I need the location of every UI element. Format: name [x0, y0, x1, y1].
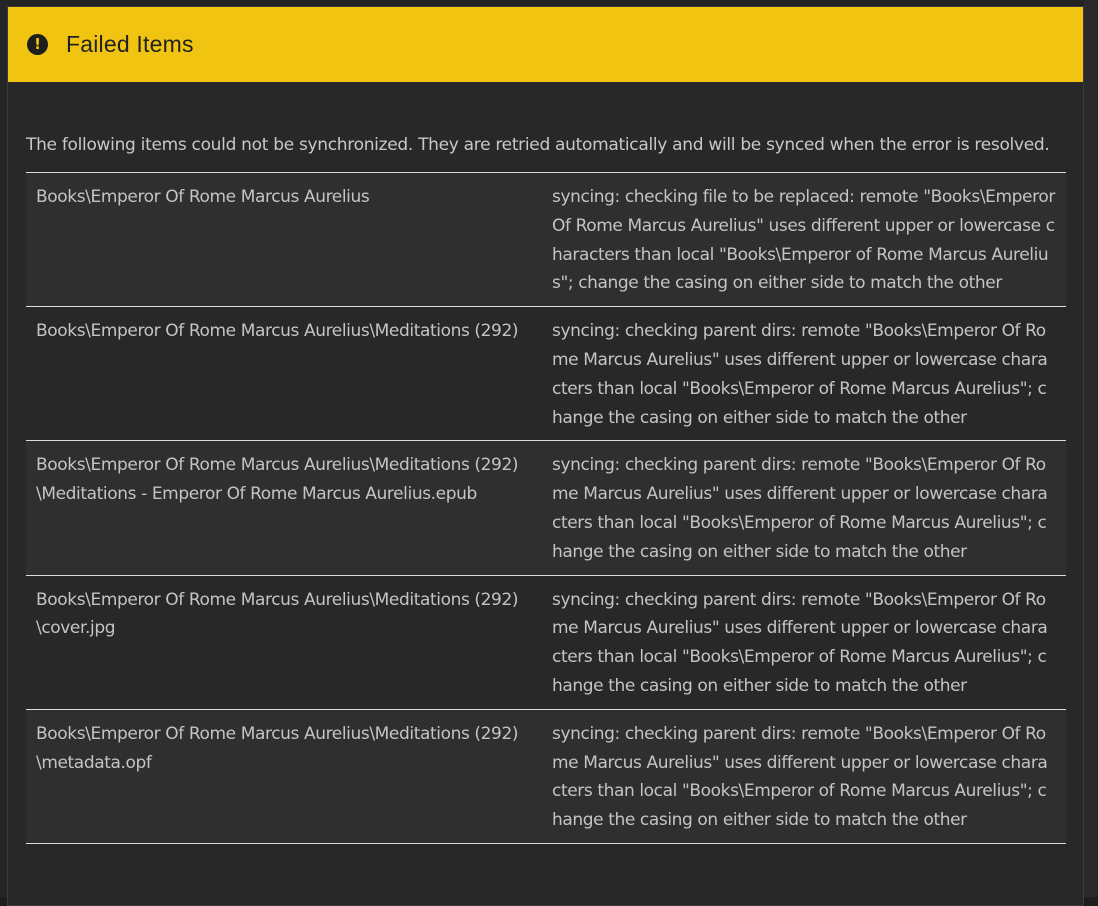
- item-error: syncing: checking file to be replaced: remote "Books\Emperor Of Rome Marcus Aurelius" uses different upper or lowercase characters than local "Books\Emperor of Rome Marcus Aurelius"; change the casing on either side to match the other: [542, 173, 1066, 307]
- table-row: [26, 575, 1066, 709]
- exclamation-circle-icon: !: [27, 34, 48, 55]
- item-path: Books\Emperor Of Rome Marcus Aurelius\Meditations (292)\Meditations - Emperor Of Rome Marcus Aurelius.epub: [26, 441, 542, 575]
- dialog-header: [8, 7, 1083, 82]
- table-row: [26, 173, 1066, 307]
- dialog-body: [8, 82, 1083, 844]
- table-row: [26, 307, 1066, 441]
- dialog-title: Failed Items: [66, 31, 194, 57]
- item-path: Books\Emperor Of Rome Marcus Aurelius: [26, 173, 542, 307]
- item-path: Books\Emperor Of Rome Marcus Aurelius\Meditations (292)\cover.jpg: [26, 575, 542, 709]
- item-path: Books\Emperor Of Rome Marcus Aurelius\Meditations (292): [26, 307, 542, 441]
- item-path: Books\Emperor Of Rome Marcus Aurelius\Meditations (292)\metadata.opf: [26, 709, 542, 843]
- item-error: syncing: checking parent dirs: remote "Books\Emperor Of Rome Marcus Aurelius" uses different upper or lowercase characters than local "Books\Emperor of Rome Marcus Aurelius"; change the casing on either side to match the other: [542, 307, 1066, 441]
- table-row: [26, 709, 1066, 843]
- failed-items-dialog: [7, 6, 1084, 906]
- failed-items-table: [26, 172, 1066, 844]
- item-error: syncing: checking parent dirs: remote "Books\Emperor Of Rome Marcus Aurelius" uses different upper or lowercase characters than local "Books\Emperor of Rome Marcus Aurelius"; change the casing on either side to match the other: [542, 575, 1066, 709]
- table-row: [26, 441, 1066, 575]
- dialog-intro-text: The following items could not be synchronized. They are retried automatically and will be synced when the error is resolved.: [26, 135, 1050, 155]
- item-error: syncing: checking parent dirs: remote "Books\Emperor Of Rome Marcus Aurelius" uses different upper or lowercase characters than local "Books\Emperor of Rome Marcus Aurelius"; change the casing on either side to match the other: [542, 709, 1066, 843]
- background-panel-right: [1084, 0, 1098, 897]
- item-error: syncing: checking parent dirs: remote "Books\Emperor Of Rome Marcus Aurelius" uses different upper or lowercase characters than local "Books\Emperor of Rome Marcus Aurelius"; change the casing on either side to match the other: [542, 441, 1066, 575]
